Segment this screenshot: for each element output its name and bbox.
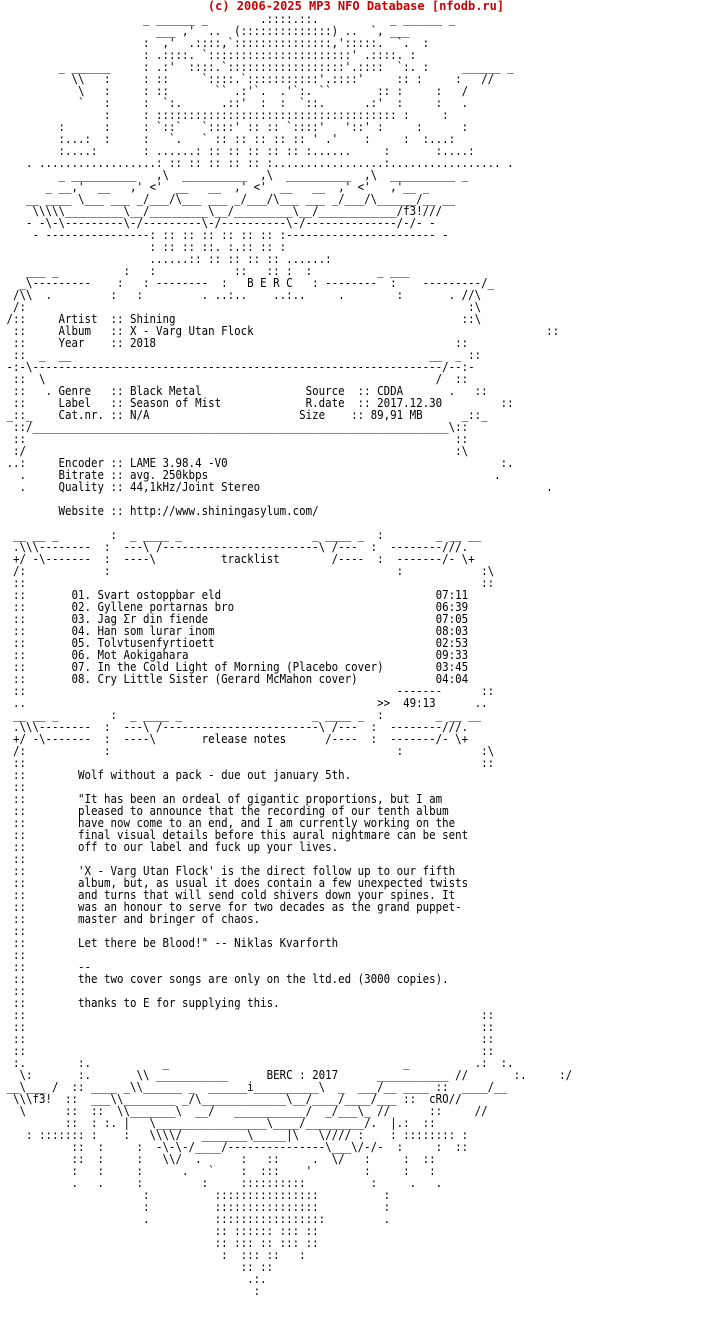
nfo-line: :: . Genre :: Black Metal Source :: CDDA . ::	[0, 384, 488, 398]
nfo-line: :: Let there be Blood!" -- Niklas Kvarforth	[0, 936, 339, 950]
nfo-line: : :::::::::::::::: :	[0, 1200, 391, 1214]
nfo-line: : : : . ` : ::: ' : : :	[0, 1164, 436, 1178]
nfo-line: - ----------------: :: :: :: :: :: :: :----------------------- -	[0, 228, 449, 242]
nfo-line: __ ____ \___ ___ _/___/\___ ___ _/___/\___ ___ _/___/\______/__ __	[0, 192, 456, 206]
nfo-line: :: ------- ::	[0, 684, 495, 698]
nfo-line: :. :. _ _ .: :.	[0, 1056, 514, 1070]
nfo-line: - -\-\---------\-/---------\-/----------\-/--------------/-/- -	[0, 216, 436, 230]
nfo-line: . ::::::::::::::::: .	[0, 1212, 391, 1226]
nfo-line: :: 01. Svart ostoppbar eld 07:11	[0, 588, 469, 602]
nfo-line: : : : `::` `::::' :: :: `::::' '::' : : :	[0, 120, 469, 134]
nfo-line: /:: Artist :: Shining ::\	[0, 312, 482, 326]
nfo-line: : :::::::::::::::: :	[0, 1188, 391, 1202]
nfo-line: /: : : :\	[0, 564, 495, 578]
nfo-line: :: : : \\/ . : :: . \/ : : ::	[0, 1152, 436, 1166]
nfo-line: :: ::	[0, 756, 495, 770]
nfo-line: :: the two cover songs are only on the ltd.ed (3000 copies).	[0, 972, 449, 986]
nfo-line: ___ ,' .. (::::::::::::::) .. `, ___	[0, 24, 410, 38]
nfo-line: _ ______ _ .::::.::. _ ______ _	[0, 12, 456, 26]
nfo-body	[0, 13, 572, 1297]
nfo-line: :: ::	[0, 1032, 495, 1046]
nfo-line: :/ :\	[0, 444, 469, 458]
nfo-line: .\\\-------- : ---\ /------------------------\ /--- : --------///.	[0, 720, 469, 734]
nfo-line: __ __ _ : _ ____ _ _ ____ _ : _ __ __	[0, 708, 482, 722]
nfo-line: :: "It has been an ordeal of gigantic proportions, but I am	[0, 792, 443, 806]
nfo-line: \ : : :: `` .:'`. .'`:. `` :: : : /	[0, 84, 469, 98]
nfo-line: \\\\\_________\__/_________\__/_________\__/____________/f3!///	[0, 204, 443, 218]
nfo-line: :: 08. Cry Little Sister (Gerard McMahon cover) 04:04	[0, 672, 469, 686]
nfo-line: ` : : `:. .::' : : `::. .:' : : .	[0, 96, 469, 110]
nfo-line: ::	[0, 984, 79, 998]
nfo-line: \: :. \\ ___________ BERC : 2017 ___________ // :. :/	[0, 1068, 573, 1082]
nfo-line: :: off to our label and fuck up your lives.	[0, 840, 339, 854]
nfo-line: :: ::	[0, 1260, 274, 1274]
nfo-line: :: master and bringer of chaos.	[0, 912, 261, 926]
nfo-line: : : ::::::::::::::::::::::::::::::::::::: : :	[0, 108, 449, 122]
nfo-line: ::	[0, 948, 79, 962]
nfo-line: :: 'X - Varg Utan Flock' is the direct follow up to our fifth	[0, 864, 456, 878]
nfo-line: :...: : : `. ` :: :: :: :: :: ' .' : : :...:	[0, 132, 456, 146]
nfo-line: :: was an honour to serve for two decades as the grand puppet-	[0, 900, 462, 914]
nfo-line: :: pleased to announce that the recording of our tenth album	[0, 804, 449, 818]
nfo-line: Website :: http://www.shiningasylum.com/	[0, 504, 319, 518]
nfo-line: :: 07. In the Cold Light of Morning (Placebo cover) 03:45	[0, 660, 469, 674]
nfo-line: :: and turns that will send cold shivers down your spines. It	[0, 888, 456, 902]
nfo-line: :: ::	[0, 1044, 495, 1058]
nfo-line: : :: :: ::. :.:: :: :	[0, 240, 287, 254]
nfo-line: :: ::	[0, 1008, 495, 1022]
nfo-line: /: : : :\	[0, 744, 495, 758]
nfo-line: :: Label :: Season of Mist R.date :: 2017.12.30 ::	[0, 396, 514, 410]
nfo-line: :: have now come to an end, and I am currently working on the	[0, 816, 456, 830]
nfo-line: :: 03. Jag Σr din fiende 07:05	[0, 612, 469, 626]
nfo-line: /\\ . : : . ..:.. ..:.. . : . //\	[0, 288, 482, 302]
nfo-line: /: :\	[0, 300, 482, 314]
nfo-line: : ::: :: :	[0, 1248, 306, 1262]
nfo-line: :: ::	[0, 432, 469, 446]
nfo-line: :: ::: :: ::: ::	[0, 1236, 319, 1250]
nfo-line: :: : : -\-\-/____/---------------\___\/-/- : : ::	[0, 1140, 469, 1154]
nfo-line: _ __,' __ ,' <' __ __ ,' <' __ __ ,' <' ,'__ _	[0, 180, 430, 194]
nfo-line: __\___ / :: ____ _\\______ _ ______i__________\ _ ___/__ ____ :: ____/__	[0, 1080, 508, 1094]
nfo-line: :: Year :: 2018 ::	[0, 336, 469, 350]
nfo-line: .. >> 49:13 ..	[0, 696, 488, 710]
nfo-line: _ __________ ,\ __________ ,\ __________ ,\ __________ _	[0, 168, 469, 182]
nfo-line: _ ______ : .:' ::::.`::::::::::::::::::'.:::: `:. : ______ _	[0, 60, 514, 74]
nfo-line: ::/________________________________________________________________\::	[0, 420, 469, 434]
nfo-line: :: Album :: X - Varg Utan Flock ::	[0, 324, 560, 338]
nfo-line: :: 02. Gyllene portarnas bro 06:39	[0, 600, 469, 614]
nfo-line: . ..................: :: :: :: :: :: :.................:................. .	[0, 156, 514, 170]
nfo-line: ___ _ : : :: :: : : _ ___	[0, 264, 410, 278]
nfo-line: _\--------- : : -------- : B E R C : -------- : ---------/_	[0, 276, 495, 290]
nfo-line: :: ::	[0, 1020, 495, 1034]
nfo-line: :: 05. Tolvtusenfyrtioett 02:53	[0, 636, 469, 650]
nfo-line: __ __ _ : _ ____ _ _ ____ _ : _ __ __	[0, 528, 482, 542]
nfo-line: :: :::::: ::: ::	[0, 1224, 319, 1238]
nfo-line: ::	[0, 924, 79, 938]
nfo-line: ::	[0, 852, 79, 866]
nfo-line: . Quality :: 44,1kHz/Joint Stereo .	[0, 480, 553, 494]
nfo-line: :: 06. Mot Aokigahara 09:33	[0, 648, 469, 662]
nfo-line: : ::::::: : : \\\\/ _______\_____|\ \//// : : :::::::: :	[0, 1128, 469, 1142]
nfo-line: :: 04. Han som lurar inom 08:03	[0, 624, 469, 638]
nfo-line: :....: : ......: :: :: :: :: :: :...... : :....:	[0, 144, 475, 158]
nfo-line: :: Wolf without a pack - due out january 5th.	[0, 768, 352, 782]
nfo-line: ......:: :: :: :: :: ......:	[0, 252, 332, 266]
nfo-line: :: album, but, as usual it does contain a few unexpected twists	[0, 876, 469, 890]
nfo-line: :: _ __ __ _ ::	[0, 348, 482, 362]
nfo-line: ::	[0, 780, 79, 794]
nfo-line: +/ -\------- : ----\ release notes /---- : -------/- \+	[0, 732, 469, 746]
nfo-line: . . : : :::::::::: : . .	[0, 1176, 443, 1190]
nfo-line: ..: Encoder :: LAME 3.98.4 -V0 :.	[0, 456, 514, 470]
copyright-header: (c) 2006-2025 MP3 NFO Database [nfodb.ru]	[207, 0, 505, 13]
nfo-line: _::_ Cat.nr. :: N/A Size :: 89,91 MB _::_	[0, 408, 488, 422]
nfo-line: :: thanks to E for supplying this.	[0, 996, 280, 1010]
nfo-line: +/ -\------- : ----\ tracklist /---- : -------/- \+	[0, 552, 475, 566]
nfo-line: : ,' .::::,`:::::::::::::::,':::::. `. :	[0, 36, 430, 50]
nfo-line: .\\\-------- : ---\ /------------------------\ /--- : --------///.	[0, 540, 469, 554]
nfo-line: :: : :. | \_________________\____/_________/. |.: ::	[0, 1116, 436, 1130]
nfo-line: :: final visual details before this aural nightmare can be sent	[0, 828, 469, 842]
nfo-line: :: ::	[0, 576, 495, 590]
nfo-line: \\\f3! :: ___\\________ _/\_____________\__/____/____/___ :: cRO//	[0, 1092, 462, 1106]
nfo-line: : .::::. `::::::::::::::::::::::' .::::. :	[0, 48, 417, 62]
nfo-line: :: --	[0, 960, 92, 974]
nfo-line: :	[0, 1284, 261, 1298]
nfo-line: \ :: :: \\_______\ __/ ___________/ _/___\_ // :: //	[0, 1104, 488, 1118]
nfo-line: .:.	[0, 1272, 267, 1286]
nfo-line: . Bitrate :: avg. 250kbps .	[0, 468, 501, 482]
nfo-line: -:-\---------------------------------------------------------------/--:-	[0, 360, 475, 374]
nfo-line: :: \ / ::	[0, 372, 469, 386]
nfo-line: \\ : : :: `::::.`:::::::::::'.::::' :: : : //	[0, 72, 495, 86]
